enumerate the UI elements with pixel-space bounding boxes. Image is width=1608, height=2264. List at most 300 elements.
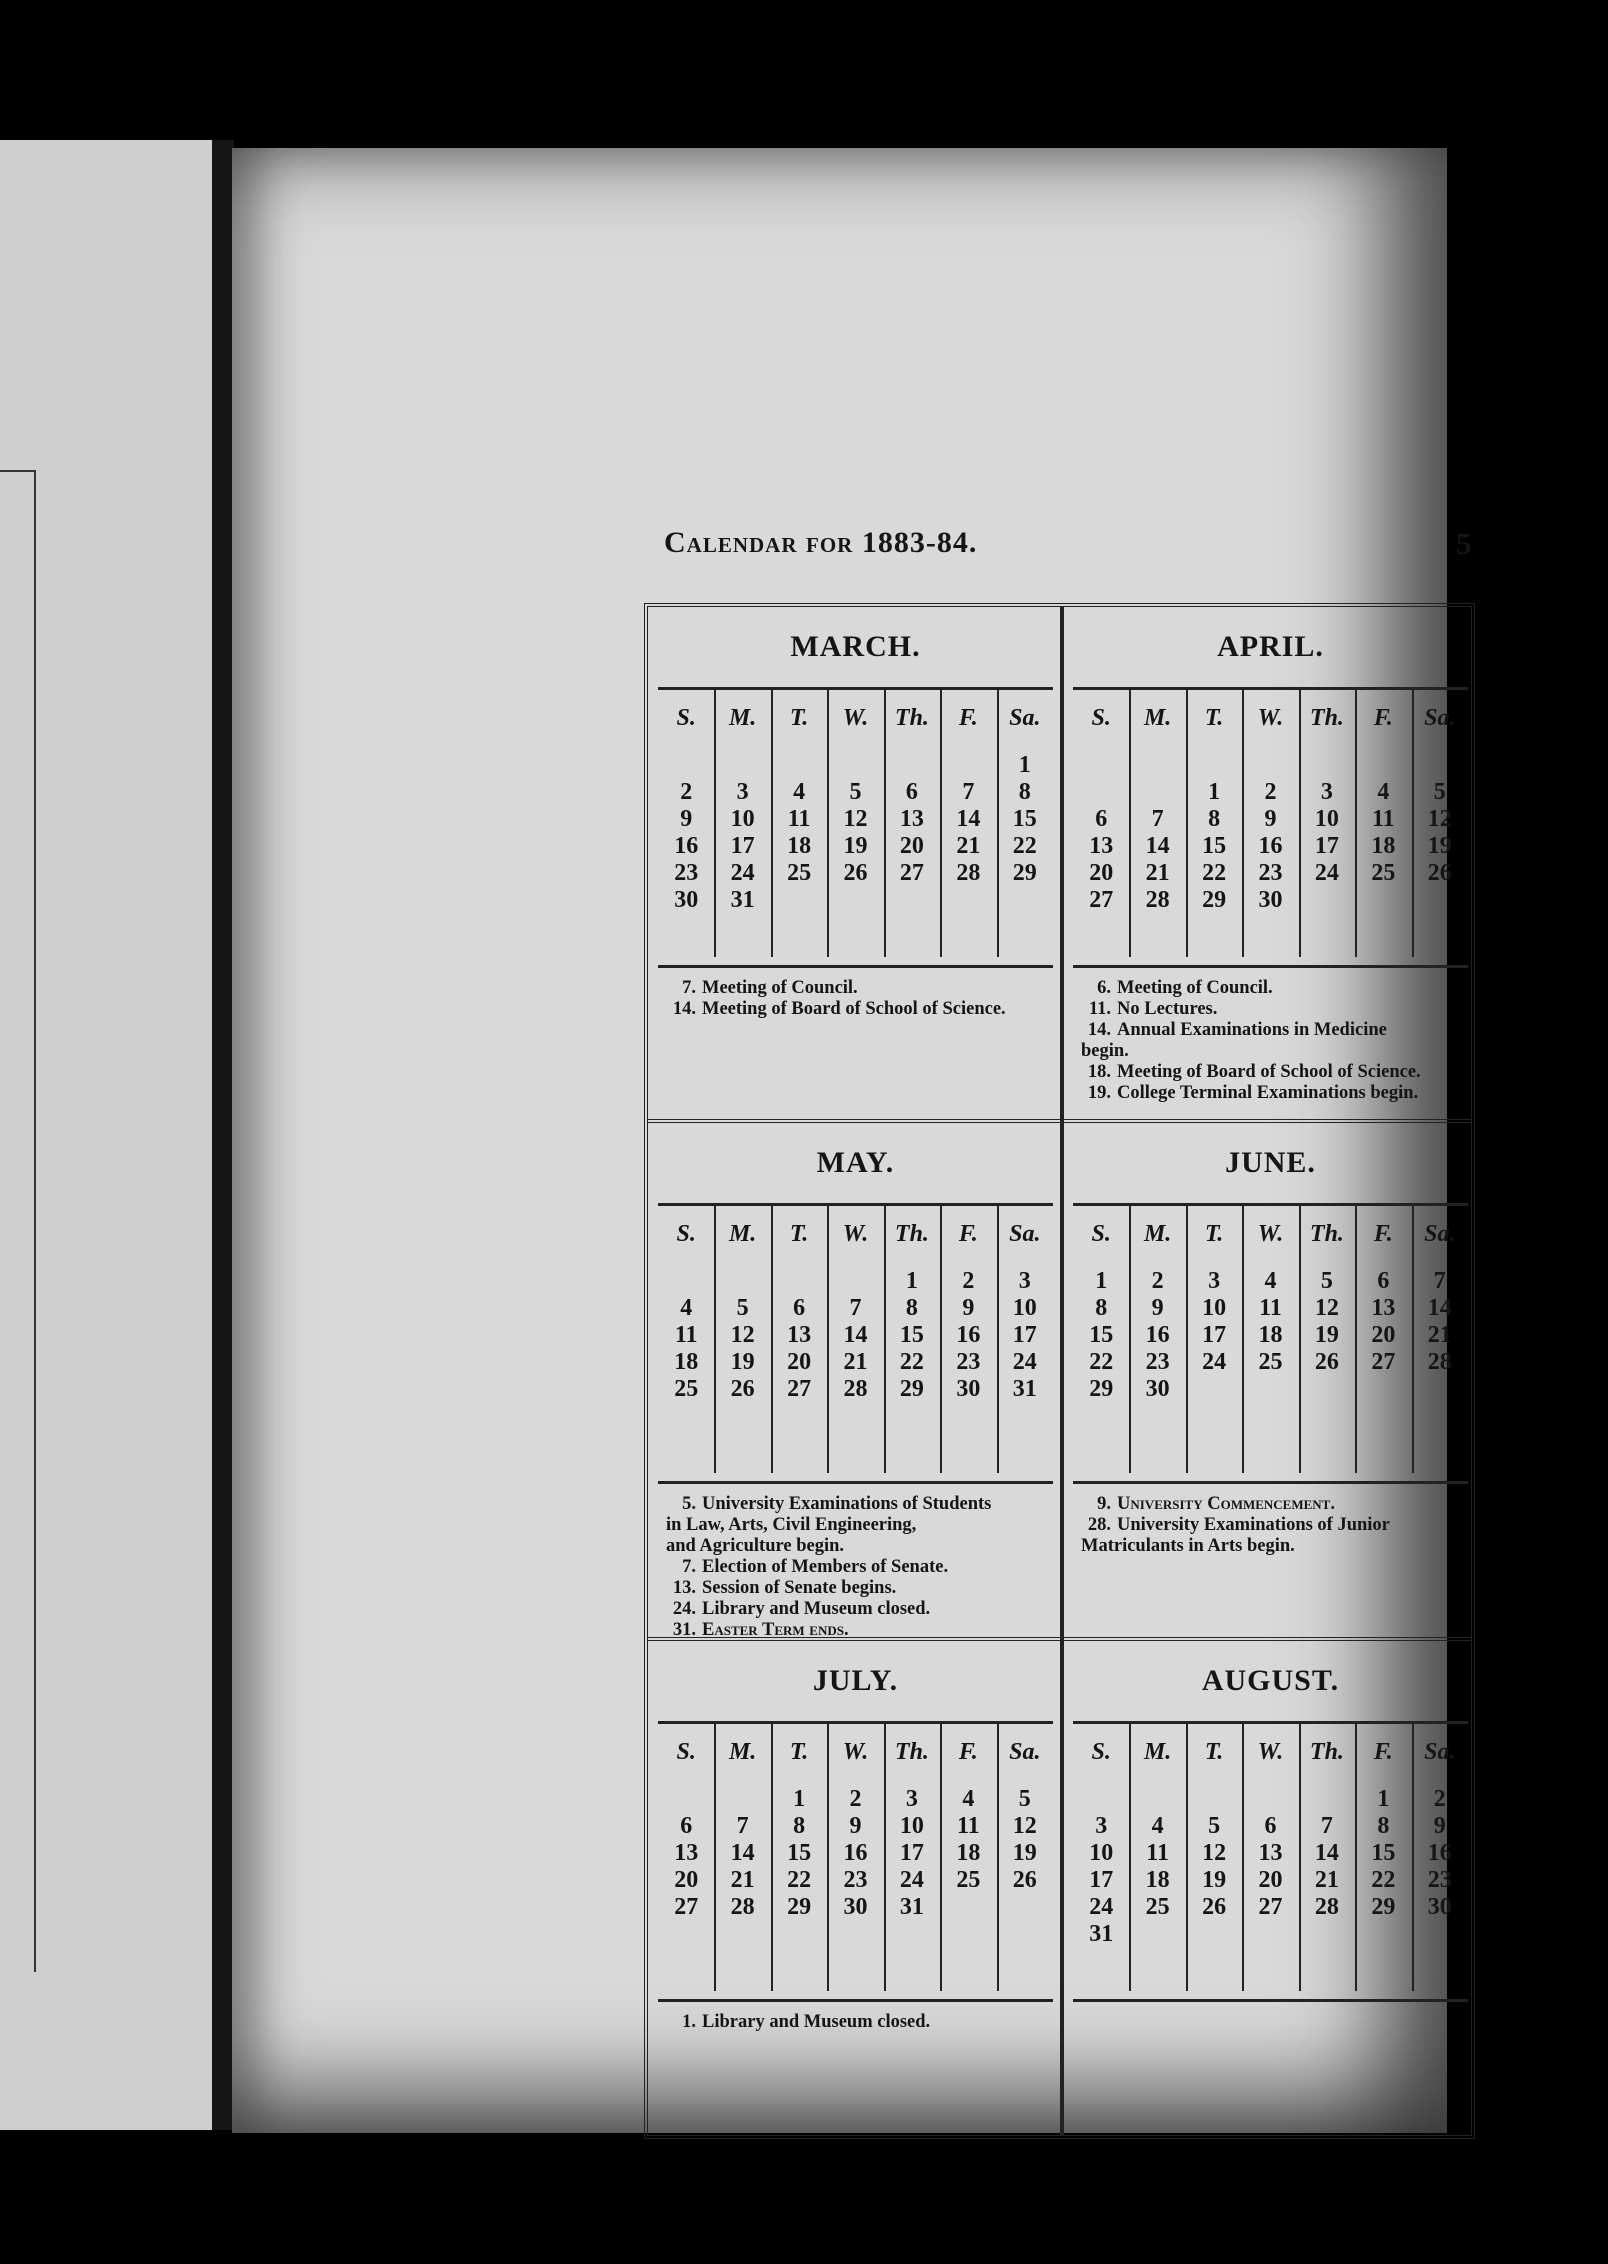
date-cell: 19 xyxy=(1314,1322,1339,1348)
calendar-frame xyxy=(644,603,1475,2139)
column-rule xyxy=(940,690,942,957)
date-cell: 1 xyxy=(793,1786,806,1812)
column-rule xyxy=(1129,1206,1131,1473)
date-cell: 1 xyxy=(1208,779,1221,805)
date-cell xyxy=(1412,887,1468,914)
month-title: AUGUST. xyxy=(1201,1664,1340,1697)
weekday-header: Sa. xyxy=(1424,1738,1456,1765)
date-cell: 27 xyxy=(899,860,924,886)
date-cell: 7 xyxy=(849,1295,862,1321)
date-cell: 11 xyxy=(674,1322,698,1348)
date-cell: 26 xyxy=(1314,1349,1339,1375)
date-cell: 3 xyxy=(736,779,749,805)
date-cell: 17 xyxy=(1012,1322,1037,1348)
date-cell xyxy=(1242,1376,1298,1403)
weekday-header: Th. xyxy=(894,1220,929,1247)
date-cell: 29 xyxy=(1202,887,1227,913)
event-text: University Commencement. xyxy=(1117,1494,1335,1514)
event-text: Meeting of Board of School of Science. xyxy=(1117,1062,1421,1082)
date-cell: 2 xyxy=(1433,1786,1446,1812)
date-grid xyxy=(658,1780,1053,1921)
date-cell: 10 xyxy=(1202,1295,1227,1321)
date-cell: 30 xyxy=(956,1376,981,1402)
date-cell: 7 xyxy=(962,779,975,805)
event-day: 1. xyxy=(682,2012,696,2032)
column-rule xyxy=(771,1724,773,1991)
date-cell: 25 xyxy=(1371,860,1396,886)
date-cell xyxy=(1299,1921,1355,1948)
date-grid xyxy=(1073,746,1468,914)
date-cell: 7 xyxy=(1151,806,1164,832)
weekday-header: M. xyxy=(728,704,757,731)
event-note xyxy=(1081,1020,1468,1041)
date-cell xyxy=(1129,779,1185,806)
date-cell: 4 xyxy=(1151,1813,1164,1839)
weekday-header: Th. xyxy=(1309,1220,1344,1247)
date-cell: 14 xyxy=(1314,1840,1339,1866)
weekday-header: T. xyxy=(1204,1738,1224,1765)
center-divider xyxy=(1060,607,1064,2135)
date-cell: 25 xyxy=(1145,1894,1170,1920)
weekday-header: W. xyxy=(1257,1220,1284,1247)
date-cell: 24 xyxy=(1202,1349,1227,1375)
column-rule xyxy=(1186,690,1188,957)
date-cell: 30 xyxy=(674,887,699,913)
date-cell: 28 xyxy=(843,1376,868,1402)
date-cell: 13 xyxy=(1258,1840,1283,1866)
date-grid xyxy=(1073,1262,1468,1403)
date-cell: 6 xyxy=(1377,1268,1390,1294)
date-cell: 20 xyxy=(1258,1867,1283,1893)
weekday-header: W. xyxy=(842,704,869,731)
month-title: MAY. xyxy=(816,1146,895,1179)
column-rule xyxy=(1355,1206,1357,1473)
date-cell: 15 xyxy=(899,1322,924,1348)
date-cell: 16 xyxy=(956,1322,981,1348)
date-cell: 2 xyxy=(1264,779,1277,805)
date-cell: 30 xyxy=(1427,1894,1452,1920)
date-grid xyxy=(1073,1780,1468,1948)
column-rule xyxy=(827,690,829,957)
weekday-header: S. xyxy=(676,704,696,731)
date-cell: 25 xyxy=(674,1376,699,1402)
date-cell: 24 xyxy=(1314,860,1339,886)
weekday-header: Th. xyxy=(894,1738,929,1765)
event-day: 6. xyxy=(1097,978,1111,998)
weekday-header-row xyxy=(1073,1206,1468,1262)
month-title: APRIL. xyxy=(1217,630,1324,663)
event-day: 24. xyxy=(672,1599,696,1619)
date-cell: 8 xyxy=(1208,806,1221,832)
date-cell xyxy=(1355,887,1411,914)
event-text: Meeting of Board of School of Science. xyxy=(702,999,1006,1019)
event-day: 5. xyxy=(682,1494,696,1514)
date-cell: 31 xyxy=(730,887,755,913)
date-cell: 22 xyxy=(1371,1867,1396,1893)
date-cell xyxy=(1355,1376,1411,1403)
date-cell xyxy=(1129,752,1185,779)
date-cell xyxy=(827,1268,883,1295)
date-cell: 28 xyxy=(1427,1349,1452,1375)
page xyxy=(232,148,1472,2133)
date-cell xyxy=(658,752,714,779)
date-cell: 2 xyxy=(1151,1268,1164,1294)
event-day: 7. xyxy=(682,1557,696,1577)
date-cell: 6 xyxy=(793,1295,806,1321)
date-cell: 7 xyxy=(1320,1813,1333,1839)
date-cell xyxy=(827,887,883,914)
column-rule xyxy=(714,690,716,957)
date-cell xyxy=(658,1268,714,1295)
date-cell: 20 xyxy=(674,1867,699,1893)
weekday-header: F. xyxy=(1373,1738,1393,1765)
date-cell: 23 xyxy=(1258,860,1283,886)
date-cell: 8 xyxy=(793,1813,806,1839)
column-rule xyxy=(1299,1724,1301,1991)
date-cell: 15 xyxy=(1012,806,1037,832)
column-rule xyxy=(884,1724,886,1991)
date-cell: 17 xyxy=(1089,1867,1114,1893)
weekday-header-row xyxy=(1073,690,1468,746)
date-cell: 12 xyxy=(843,806,868,832)
date-cell: 5 xyxy=(1433,779,1446,805)
column-rule xyxy=(997,690,999,957)
date-cell: 13 xyxy=(899,806,924,832)
date-cell: 15 xyxy=(1089,1322,1114,1348)
column-rule xyxy=(1129,690,1131,957)
page-title: Calendar for 1883-84. xyxy=(664,526,978,559)
date-cell xyxy=(1186,1786,1242,1813)
date-cell: 7 xyxy=(1433,1268,1446,1294)
date-cell xyxy=(714,1786,770,1813)
date-cell: 20 xyxy=(787,1349,812,1375)
event-text-continued: Matriculants in Arts begin. xyxy=(1081,1536,1295,1556)
column-rule xyxy=(884,690,886,957)
weekday-header: F. xyxy=(1373,1220,1393,1247)
event-day: 11. xyxy=(1088,999,1111,1019)
date-cell: 17 xyxy=(730,833,755,859)
date-cell: 1 xyxy=(1377,1786,1390,1812)
date-cell: 26 xyxy=(1202,1894,1227,1920)
date-cell: 23 xyxy=(674,860,699,886)
date-cell: 10 xyxy=(1012,1295,1037,1321)
date-cell xyxy=(940,1894,996,1921)
date-cell: 23 xyxy=(1427,1867,1452,1893)
weekday-header: Sa. xyxy=(1009,704,1041,731)
date-cell: 3 xyxy=(1095,1813,1108,1839)
events-list xyxy=(1073,965,1468,1108)
date-cell: 30 xyxy=(1145,1376,1170,1402)
date-cell: 17 xyxy=(899,1840,924,1866)
column-rule xyxy=(1412,690,1414,957)
date-cell: 16 xyxy=(1145,1322,1170,1348)
date-cell: 3 xyxy=(905,1786,918,1812)
date-cell xyxy=(658,1786,714,1813)
date-cell xyxy=(1299,752,1355,779)
weekday-header-row xyxy=(658,1724,1053,1780)
date-cell: 26 xyxy=(1427,860,1452,886)
column-rule xyxy=(1242,1724,1244,1991)
date-cell: 22 xyxy=(787,1867,812,1893)
date-cell: 12 xyxy=(1202,1840,1227,1866)
month-title: JULY. xyxy=(812,1664,899,1697)
event-text-continued: in Law, Arts, Civil Engineering, xyxy=(666,1515,917,1535)
date-cell: 1 xyxy=(905,1268,918,1294)
event-text: Session of Senate begins. xyxy=(702,1578,897,1598)
date-cell: 18 xyxy=(1258,1322,1283,1348)
month-title: MARCH. xyxy=(790,630,921,663)
date-cell: 3 xyxy=(1018,1268,1031,1294)
date-cell: 19 xyxy=(1427,833,1452,859)
date-cell: 10 xyxy=(1089,1840,1114,1866)
date-cell: 1 xyxy=(1018,752,1031,778)
date-cell: 18 xyxy=(1371,833,1396,859)
date-cell: 8 xyxy=(905,1295,918,1321)
weekday-header: Sa. xyxy=(1424,704,1456,731)
date-cell: 6 xyxy=(1095,806,1108,832)
column-rule xyxy=(1299,1206,1301,1473)
date-cell: 25 xyxy=(956,1867,981,1893)
event-note xyxy=(1081,1494,1468,1515)
date-cell xyxy=(1186,752,1242,779)
weekday-header: W. xyxy=(842,1738,869,1765)
date-cell xyxy=(1355,1921,1411,1948)
event-text: Library and Museum closed. xyxy=(702,2012,931,2032)
date-cell: 9 xyxy=(1264,806,1277,832)
events-list xyxy=(1073,1481,1468,1624)
date-cell xyxy=(714,1268,770,1295)
events-list xyxy=(658,1999,1053,2142)
date-cell xyxy=(940,887,996,914)
weekday-header: T. xyxy=(789,1220,809,1247)
weekday-header: F. xyxy=(958,704,978,731)
date-cell: 22 xyxy=(899,1349,924,1375)
column-rule xyxy=(1412,1206,1414,1473)
date-cell: 17 xyxy=(1314,833,1339,859)
date-cell: 19 xyxy=(1012,1840,1037,1866)
date-cell xyxy=(1412,1376,1468,1403)
weekday-header: S. xyxy=(676,1220,696,1247)
date-cell xyxy=(1412,752,1468,779)
date-cell xyxy=(1242,752,1298,779)
date-cell: 16 xyxy=(674,833,699,859)
weekday-header: Th. xyxy=(1309,704,1344,731)
date-cell: 30 xyxy=(1258,887,1283,913)
date-cell: 22 xyxy=(1089,1349,1114,1375)
weekday-header: F. xyxy=(958,1220,978,1247)
date-cell: 3 xyxy=(1208,1268,1221,1294)
weekday-header: Sa. xyxy=(1009,1738,1041,1765)
date-cell: 6 xyxy=(680,1813,693,1839)
date-cell: 8 xyxy=(1377,1813,1390,1839)
date-cell: 28 xyxy=(1314,1894,1339,1920)
date-cell: 21 xyxy=(843,1349,868,1375)
date-cell: 27 xyxy=(674,1894,699,1920)
date-cell xyxy=(1073,779,1129,806)
date-cell: 14 xyxy=(730,1840,755,1866)
month-grid xyxy=(1073,687,1468,965)
date-cell: 17 xyxy=(1202,1322,1227,1348)
date-cell: 12 xyxy=(1427,806,1452,832)
date-cell xyxy=(1242,1921,1298,1948)
event-text: Library and Museum closed. xyxy=(702,1599,931,1619)
date-cell: 12 xyxy=(730,1322,755,1348)
date-cell: 11 xyxy=(1259,1295,1282,1321)
date-cell: 4 xyxy=(680,1295,693,1321)
date-cell: 23 xyxy=(1145,1349,1170,1375)
date-cell: 21 xyxy=(730,1867,755,1893)
date-cell xyxy=(1299,1376,1355,1403)
weekday-header: S. xyxy=(1091,1220,1111,1247)
column-rule xyxy=(1242,1206,1244,1473)
date-cell: 18 xyxy=(787,833,812,859)
event-day: 13. xyxy=(672,1578,696,1598)
event-note xyxy=(666,1599,1053,1620)
event-note xyxy=(666,978,1053,999)
event-note xyxy=(666,1578,1053,1599)
date-cell xyxy=(771,1268,827,1295)
weekday-header: S. xyxy=(1091,1738,1111,1765)
date-cell: 5 xyxy=(1208,1813,1221,1839)
date-cell: 6 xyxy=(1264,1813,1277,1839)
date-cell: 14 xyxy=(1145,833,1170,859)
date-cell xyxy=(997,887,1053,914)
date-cell: 18 xyxy=(956,1840,981,1866)
date-cell: 14 xyxy=(1427,1295,1452,1321)
date-cell: 20 xyxy=(1089,860,1114,886)
date-cell: 29 xyxy=(899,1376,924,1402)
column-rule xyxy=(1242,690,1244,957)
event-note xyxy=(1081,999,1468,1020)
event-note xyxy=(1081,1083,1468,1104)
weekday-header-row xyxy=(1073,1724,1468,1780)
month-grid xyxy=(658,1203,1053,1481)
date-cell: 4 xyxy=(1377,779,1390,805)
date-cell: 4 xyxy=(793,779,806,805)
date-cell: 15 xyxy=(1202,833,1227,859)
date-cell: 27 xyxy=(787,1376,812,1402)
date-cell: 5 xyxy=(1320,1268,1333,1294)
date-cell: 31 xyxy=(899,1894,924,1920)
weekday-header: W. xyxy=(1257,1738,1284,1765)
month-block xyxy=(1073,1641,1468,2142)
date-cell: 13 xyxy=(1371,1295,1396,1321)
date-cell: 9 xyxy=(680,806,693,832)
date-cell: 13 xyxy=(1089,833,1114,859)
date-cell: 26 xyxy=(843,860,868,886)
date-cell xyxy=(1299,887,1355,914)
facing-page-rule xyxy=(0,470,36,1972)
column-rule xyxy=(1412,1724,1414,1991)
date-cell: 10 xyxy=(1314,806,1339,832)
month-block xyxy=(658,1641,1053,2142)
date-cell: 21 xyxy=(1145,860,1170,886)
date-cell xyxy=(997,1894,1053,1921)
event-note xyxy=(666,1620,1053,1641)
event-day: 7. xyxy=(682,978,696,998)
date-cell: 8 xyxy=(1018,779,1031,805)
date-cell: 10 xyxy=(730,806,755,832)
weekday-header: W. xyxy=(1257,704,1284,731)
date-cell: 27 xyxy=(1371,1349,1396,1375)
month-block xyxy=(658,1123,1053,1640)
date-cell: 20 xyxy=(899,833,924,859)
date-cell: 11 xyxy=(957,1813,980,1839)
month-block xyxy=(1073,607,1468,1108)
date-cell: 21 xyxy=(1314,1867,1339,1893)
date-cell: 14 xyxy=(956,806,981,832)
date-cell: 12 xyxy=(1314,1295,1339,1321)
date-cell xyxy=(771,752,827,779)
date-cell: 11 xyxy=(1372,806,1395,832)
weekday-header: Sa. xyxy=(1009,1220,1041,1247)
date-cell xyxy=(1186,1376,1242,1403)
date-cell xyxy=(1073,752,1129,779)
date-cell: 23 xyxy=(843,1867,868,1893)
column-rule xyxy=(1299,690,1301,957)
month-grid xyxy=(658,1721,1053,1999)
weekday-header: T. xyxy=(789,704,809,731)
date-cell: 5 xyxy=(849,779,862,805)
column-rule xyxy=(771,1206,773,1473)
date-cell: 4 xyxy=(962,1786,975,1812)
weekday-header: T. xyxy=(1204,704,1224,731)
date-cell: 28 xyxy=(730,1894,755,1920)
month-grid xyxy=(1073,1203,1468,1481)
date-cell: 26 xyxy=(1012,1867,1037,1893)
date-cell: 18 xyxy=(674,1349,699,1375)
date-cell: 16 xyxy=(1258,833,1283,859)
date-cell: 24 xyxy=(1012,1349,1037,1375)
event-note xyxy=(666,1494,1053,1515)
weekday-header: F. xyxy=(1373,704,1393,731)
column-rule xyxy=(771,690,773,957)
month-block xyxy=(658,607,1053,1108)
weekday-header: Sa. xyxy=(1424,1220,1456,1247)
weekday-header-row xyxy=(658,690,1053,746)
column-rule xyxy=(827,1206,829,1473)
date-cell: 16 xyxy=(1427,1840,1452,1866)
date-cell xyxy=(884,752,940,779)
event-text: Election of Members of Senate. xyxy=(702,1557,949,1577)
date-cell xyxy=(827,752,883,779)
date-cell xyxy=(1412,1921,1468,1948)
column-rule xyxy=(1129,1724,1131,1991)
event-text: Meeting of Council. xyxy=(702,978,858,998)
event-day: 14. xyxy=(1087,1020,1111,1040)
date-cell: 18 xyxy=(1145,1867,1170,1893)
date-cell: 11 xyxy=(787,806,811,832)
date-cell: 16 xyxy=(843,1840,868,1866)
weekday-header: Th. xyxy=(894,704,929,731)
event-note xyxy=(1081,1515,1468,1536)
weekday-header: M. xyxy=(1143,1220,1172,1247)
column-rule xyxy=(940,1206,942,1473)
date-cell: 25 xyxy=(1258,1349,1283,1375)
date-cell: 22 xyxy=(1012,833,1037,859)
column-rule xyxy=(714,1724,716,1991)
event-text: Annual Examinations in Medicine xyxy=(1117,1020,1387,1040)
date-cell: 21 xyxy=(1427,1322,1452,1348)
event-text-continued: and Agriculture begin. xyxy=(666,1536,844,1556)
date-cell: 9 xyxy=(962,1295,975,1321)
date-cell: 22 xyxy=(1202,860,1227,886)
date-cell: 29 xyxy=(1089,1376,1114,1402)
facing-page-edge xyxy=(0,140,222,2130)
date-cell: 27 xyxy=(1089,887,1114,913)
date-cell xyxy=(1242,1786,1298,1813)
date-cell xyxy=(1073,1786,1129,1813)
